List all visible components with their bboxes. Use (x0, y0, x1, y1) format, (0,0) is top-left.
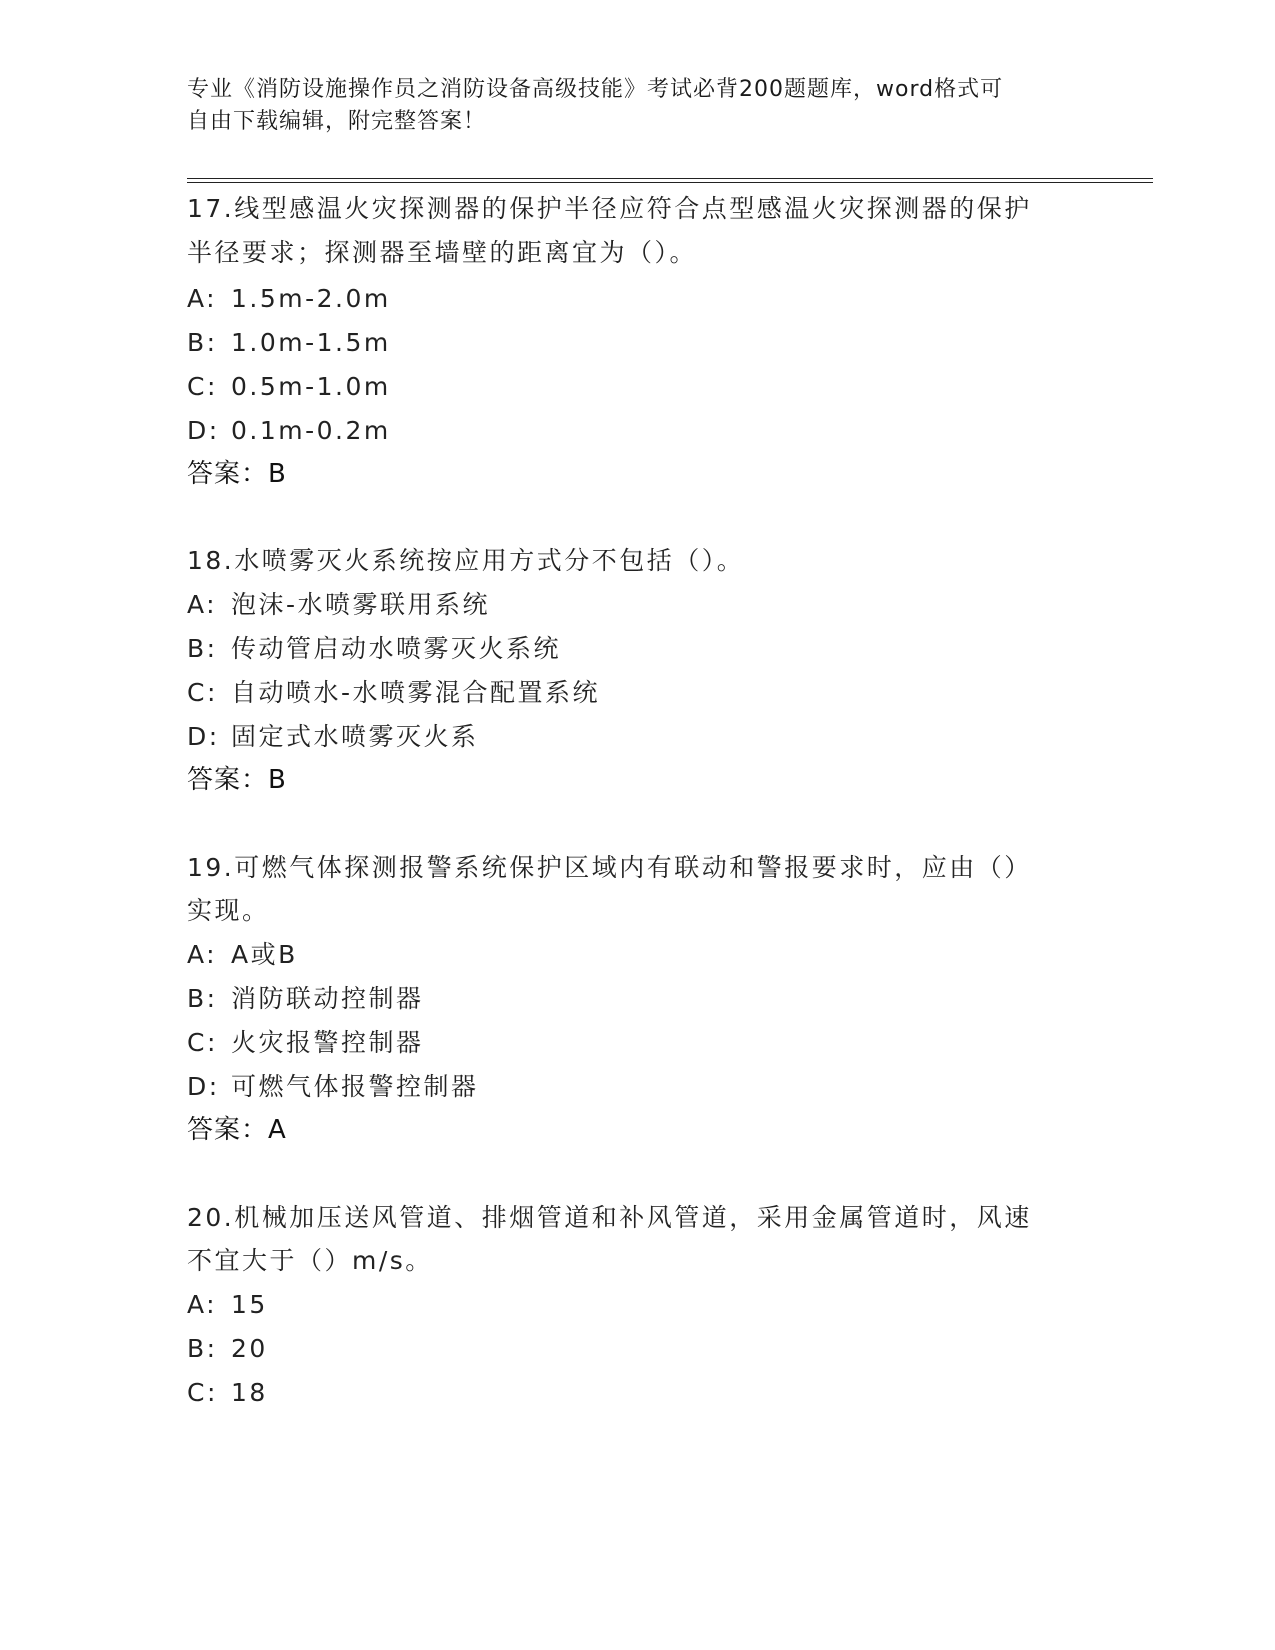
option-c (187, 1028, 424, 1058)
option-d (187, 416, 391, 446)
question-stem-line: 半径要求；探测器至墙壁的距离宜为（）。 (187, 238, 698, 267)
header-divider-bottom (187, 182, 1153, 183)
option-text: 20 (231, 1334, 268, 1363)
option-letter: C: (187, 1378, 218, 1407)
option-letter: A: (187, 1290, 218, 1319)
question-stem-line: 20.机械加压送风管道、排烟管道和补风管道，采用金属管道时，风速 (187, 1203, 1032, 1232)
answer-label: 答案：A (187, 1115, 287, 1145)
option-b (187, 634, 561, 664)
option-text: 传动管启动水喷雾灭火系统 (231, 634, 562, 663)
option-c (187, 372, 391, 402)
option-letter: B: (187, 1334, 218, 1363)
answer-label: 答案：B (187, 765, 287, 795)
option-text: 0.1m-0.2m (231, 416, 391, 445)
option-text: 18 (231, 1378, 268, 1407)
option-text: 1.0m-1.5m (231, 328, 391, 357)
option-letter: C: (187, 678, 218, 707)
option-c (187, 678, 600, 708)
document-header (187, 74, 1067, 138)
option-text: 15 (231, 1290, 268, 1319)
option-a (187, 940, 298, 970)
option-letter: B: (187, 328, 218, 357)
option-letter: A: (187, 284, 218, 313)
option-b (187, 1334, 268, 1364)
option-letter: A: (187, 590, 218, 619)
option-text: 0.5m-1.0m (231, 372, 391, 401)
option-letter: B: (187, 984, 218, 1013)
question-stem-line: 17.线型感温火灾探测器的保护半径应符合点型感温火灾探测器的保护 (187, 194, 1032, 223)
option-text: 消防联动控制器 (231, 984, 424, 1013)
option-text: 自动喷水-水喷雾混合配置系统 (231, 678, 601, 707)
answer-label: 答案：B (187, 459, 287, 489)
option-d (187, 722, 479, 752)
option-letter: C: (187, 372, 218, 401)
option-c (187, 1378, 268, 1408)
option-letter: B: (187, 634, 218, 663)
question-stem-line: 不宜大于（）m/s。 (187, 1246, 433, 1275)
option-letter: D: (187, 1072, 220, 1101)
question-stem-line: 实现。 (187, 896, 270, 925)
option-b (187, 984, 424, 1014)
option-a (187, 1290, 268, 1320)
header-divider-top (187, 178, 1153, 179)
question-stem-line: 19.可燃气体探测报警系统保护区域内有联动和警报要求时，应由（） (187, 853, 1032, 882)
option-text: 火灾报警控制器 (231, 1028, 424, 1057)
option-text: 固定式水喷雾灭火系 (231, 722, 479, 751)
option-letter: D: (187, 416, 220, 445)
question-stem-line: 18.水喷雾灭火系统按应用方式分不包括（）。 (187, 546, 745, 575)
option-d (187, 1072, 479, 1102)
option-a (187, 590, 490, 620)
option-a (187, 284, 391, 314)
option-letter: A: (187, 940, 218, 969)
header-line-1: 专业《消防设施操作员之消防设备高级技能》考试必背200题题库，word格式可 (187, 77, 1004, 102)
option-letter: D: (187, 722, 220, 751)
option-text: 1.5m-2.0m (231, 284, 391, 313)
option-text: 泡沫-水喷雾联用系统 (231, 590, 491, 619)
option-text: A或B (231, 940, 298, 969)
option-letter: C: (187, 1028, 218, 1057)
option-text: 可燃气体报警控制器 (231, 1072, 479, 1101)
option-b (187, 328, 391, 358)
header-line-2: 自由下载编辑，附完整答案！ (187, 109, 487, 134)
